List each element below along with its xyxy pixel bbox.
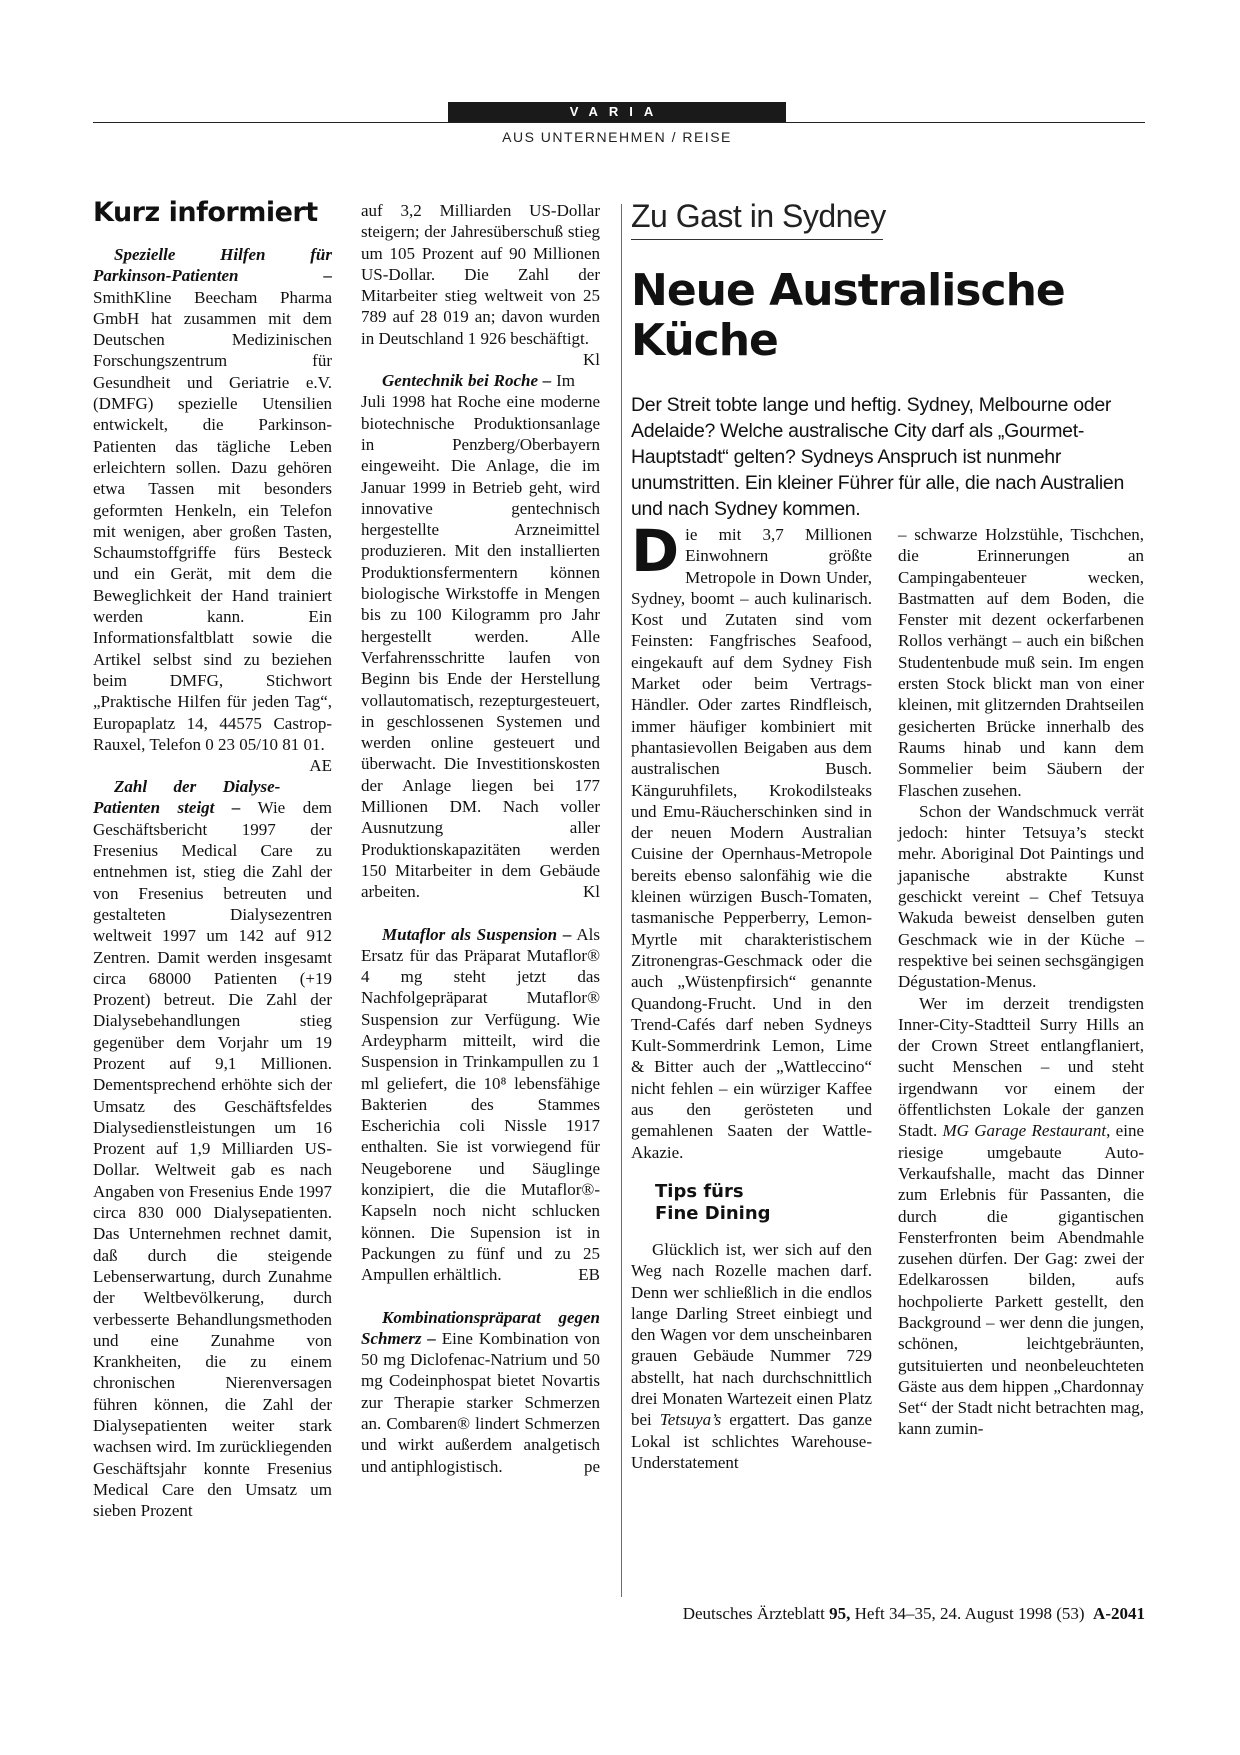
news-item-dialyse	[93, 776, 332, 1521]
author-signature: Kl	[583, 882, 600, 902]
news-title: Zahl der Dialyse-Patienten steigt –	[93, 777, 281, 818]
author-signature: pe	[583, 1456, 600, 1476]
article-kicker: Zu Gast in Sydney	[631, 198, 883, 240]
news-item-mutaflor	[361, 924, 600, 1286]
page-number: A-2041	[1093, 1604, 1145, 1623]
author-signature: AE	[309, 756, 332, 776]
section-banner: VARIA	[448, 102, 786, 122]
news-column-2	[361, 200, 600, 1477]
article-paragraph: Glücklich ist, wer sich auf den Weg nach Rozelle machen darf. Denn wer schließlich in die endlos lange Darling Street einbiegt und den Wagen vor dem unscheinbaren grauen Gebäude Nummer 729 abstellt, hat nach durchschnittlich drei Monaten Wartezeit einen Platz bei Tetsuya’s ergattert. Das ganze Lokal ist schlichtes Warehouse-Understatement	[631, 1239, 872, 1472]
kurz-heading: Kurz informiert	[93, 197, 318, 228]
news-body: Eine Kombination von 50 mg Diclofenac-Natrium und 50 mg Codeinphospat bietet Novartis zur Therapie starker Schmerzen an. Combaren® lindert Schmerzen und wirkt außerdem analgetisch und antiphlogistisch.	[361, 1328, 600, 1476]
article-lead: Der Streit tobte lange und heftig. Sydney, Melbourne oder Adelaide? Welche australische City darf als „Gourmet-Hauptstadt“ gelten? Sydneys Anspruch ist nunmehr unumstritten. Ein kleiner Führer für alle, die nach Australien und nach Sydney kommen.	[631, 394, 1124, 520]
news-item-kombination	[361, 1307, 600, 1477]
section-subtitle: AUS UNTERNEHMEN / REISE	[502, 129, 732, 145]
kurz-column	[93, 198, 332, 1522]
news-body: SmithKline Beecham Pharma GmbH hat zusammen mit dem Deutschen Medizinischen Forschungszentrum für Gesundheit und Geriatrie e.V. (DMFG) spezielle Utensilien entwickelt, die Parkinson-Patienten das tägliche Leben erleichtern sollen. Dazu gehören etwa Tassen mit besonders geformten Henkeln, ein Telefon mit wenigen, aber großen Tasten, Schaumstoffgriffe fürs Besteck und ein Gerät, mit dem die Beweglichkeit der Hand trainiert werden kann. Ein Informationsfaltblatt sowie die Artikel selbst sind zu beziehen beim DMFG, Stichwort „Praktische Hilfen für jeden Tag“, Europaplatz 14, 44575 Castrop-Rauxel, Telefon 0 23 05/10 81 01.	[93, 287, 332, 754]
article-column-1	[631, 517, 872, 1473]
restaurant-name: Tetsuya’s	[659, 1410, 722, 1430]
volume-number: 95,	[829, 1604, 851, 1623]
news-title: Spezielle Hilfen für Parkinson-Patienten –	[93, 245, 332, 286]
news-body: Als Ersatz für das Präparat Mutaflor® 4 mg steht jetzt das Nachfolgepräparat Mutaflor® Suspension zur Verfügung. Wie Ardeypharm mitteilt, wird die Suspension in Trinkampullen zu 1 ml geliefert, die 10⁸ lebensfähige Bakterien des Stammes Escherichia coli Nissle 1917 enthalten. Sie ist vorwiegend für Neugeborene und Säuglinge konzipiert, die die Mutaflor®-Kapseln noch nicht schlucken können. Die Supension ist in Packungen zu fünf und zu 25 Ampullen erhältlich.	[361, 924, 601, 1285]
news-continuation	[361, 200, 600, 370]
news-item-parkinson	[93, 244, 332, 776]
article-headline: Neue Australische Küche	[631, 265, 1065, 366]
article-column-2	[898, 524, 1144, 1440]
issue-info: Heft 34–35, 24. August 1998 (53)	[854, 1604, 1085, 1623]
article-divider	[621, 204, 622, 1597]
news-title: Gentechnik bei Roche –	[382, 371, 552, 391]
news-body: Wie dem Geschäftsbericht 1997 der Fresenius Medical Care zu entnehmen ist, stieg die Zahl der von Fresenius betreuten und gestalteten Dialysezentren weltweit 1997 um 142 auf 912 Zentren. Damit werden insgesamt circa 68000 Patienten (+19 Prozent) betreut. Die Zahl der Dialysebehandlungen stieg gegenüber dem Vorjahr um 19 Prozent auf 9,1 Millionen. Dementsprechend erhöhte sich der Umsatz des Geschäftsfeldes Dialysedienstleistungen um 16 Prozent auf 1,9 Milliarden US-Dollar. Weltweit gab es nach Angaben von Fresenius Ende 1997 circa 830 000 Dialysepatienten. Das Unternehmen rechnet damit, daß durch die steigende Lebenserwartung, durch Zunahme der Weltbevölkerung, durch verbesserte Behandlungsmethoden und eine Zunahme von Krankheiten, die zu einem chronischen Nierenversagen führen können, die Zahl der Dialysepatienten weiter stark wachsen wird. Im zurückliegenden Geschäftsjahr konnte Fresenius Medical Care den Umsatz um sieben Prozent	[93, 798, 332, 1521]
author-signature: Kl	[583, 350, 600, 370]
restaurant-name: MG Garage Restaurant	[942, 1121, 1107, 1141]
news-title: Mutaflor als Suspension –	[382, 924, 572, 944]
article-subheading: Tips fürs Fine Dining	[655, 1180, 771, 1224]
news-item-roche	[361, 370, 600, 902]
drop-cap: D	[631, 517, 680, 585]
header-rule	[93, 122, 1145, 123]
news-body: auf 3,2 Milliarden US-Dollar steigern; der Jahresüberschuß stieg um 105 Prozent auf 90 Millionen US-Dollar. Die Zahl der Mitarbeiter stieg weltweit von 25 789 auf 28 019 an; davon wurden in Deutschland 1 926 beschäftigt.	[361, 201, 600, 348]
author-signature: EB	[578, 1265, 600, 1285]
journal-name: Deutsches Ärzteblatt	[682, 1604, 825, 1623]
article-paragraph: Die mit 3,7 Millionen Einwohnern größte Metropole in Down Under, Sydney, boomt – auch kulinarisch. Kost und Zutaten sind vom Feinsten: Fangfrisches Seafood, eingekauft auf dem Sydney Fish Market oder beim Vertrags-Händler. Oder zartes Rindfleisch, immer häufiger kombiniert mit phantasievollen Beigaben aus dem australischen Busch. Känguruhfilets, Krokodilsteaks und Emu-Räucherschinken sind in der neuen Modern Australian Cuisine der Opernhaus-Metropole bereits ebenso salonfähig wie die kleinen würzigen Busch-Tomaten, tasmanische Pepperberry, Lemon-Myrtle mit charakteristischem Zitronengras-Geschmack oder die auch „Wüstenpfirsich“ genannte Quandong-Frucht. Und in den Trend-Cafés darf neben Sydneys Kult-Sommerdrink Lemon, Lime & Bitter auch der „Wattleccino“ nicht fehlen – ein würziger Kaffee aus den gerösteten und gemahlenen Saaten der Wattle-Akazie.	[631, 517, 872, 1162]
news-title: Kombinationspräparat gegen Schmerz –	[361, 1307, 600, 1348]
article-paragraph: Schon der Wandschmuck verrät jedoch: hinter Tetsuya’s steckt mehr. Aboriginal Dot Paintings und japanische abstrakte Kunst geschickt vereint – Chef Tetsuya Wakuda beweist denselben guten Geschmack wie in der Küche – respektive bei seinen sechsgängigen Dégustation-Menus.	[898, 801, 1144, 992]
news-body: Im Juli 1998 hat Roche eine moderne biotechnische Produktionsanlage in Penzberg/Oberbayern eingeweiht. Die Anlage, die im Januar 1999 in Betrieb geht, wird innovative gentechnisch hergestellte Arzneimittel produzieren. Mit den installierten Produktionsfermentern können biologische Wirkstoffe in Mengen bis zu 100 Kilogramm pro Jahr hergestellt werden. Alle Verfahrensschritte laufen von Beginn bis Ende der Herstellung vollautomatisch, rezepturgesteuert, in geschlossenen Systemen und werden online gesteuert und überwacht. Die Investitionskosten der Anlage liegen bei 177 Millionen DM. Nach voller Ausnutzung aller Produktionskapazitäten werden 150 Mitarbeiter in dem Gebäude arbeiten.	[361, 371, 600, 902]
article-paragraph: Wer im derzeit trendigsten Inner-City-Stadtteil Surry Hills an der Crown Street entlangflaniert, sucht Menschen – und steht irgendwann vor einem der öffentlichsten Lokale der ganzen Stadt. MG Garage Restaurant, eine riesige umgebaute Auto-Verkaufshalle, macht das Dinner zum Erlebnis für Passanten, die durch die gigantischen Fensterfronten beim Abendmahle zusehen dürfen. Der Gag: zwei der Edelkarossen bilden, aufs hochpolierte Parkett gestellt, den Background – wer denn die jungen, schönen, leichtgebräunten, gutsituierten und neonbeleuchteten Gäste aus dem hippen „Chardonnay Set“ der Stadt nicht betrachten mag, kann zumin-	[898, 993, 1144, 1439]
page-footer	[560, 1604, 1145, 1624]
article-paragraph: – schwarze Holzstühle, Tischchen, die Erinnerungen an Campingabenteuer wecken, Bastmatten auf dem Boden, die Fenster mit dezent ockerfarbenen Rollos verhängt – auch ein bißchen Studentenbude muß sein. Im engen ersten Stock blickt man von einer kleinen, mit glitzernden Drahtseilen gesicherten Brücke innerhalb des Raums hinab und kann dem Sommelier beim Säubern der Flaschen zusehen.	[898, 525, 1144, 800]
